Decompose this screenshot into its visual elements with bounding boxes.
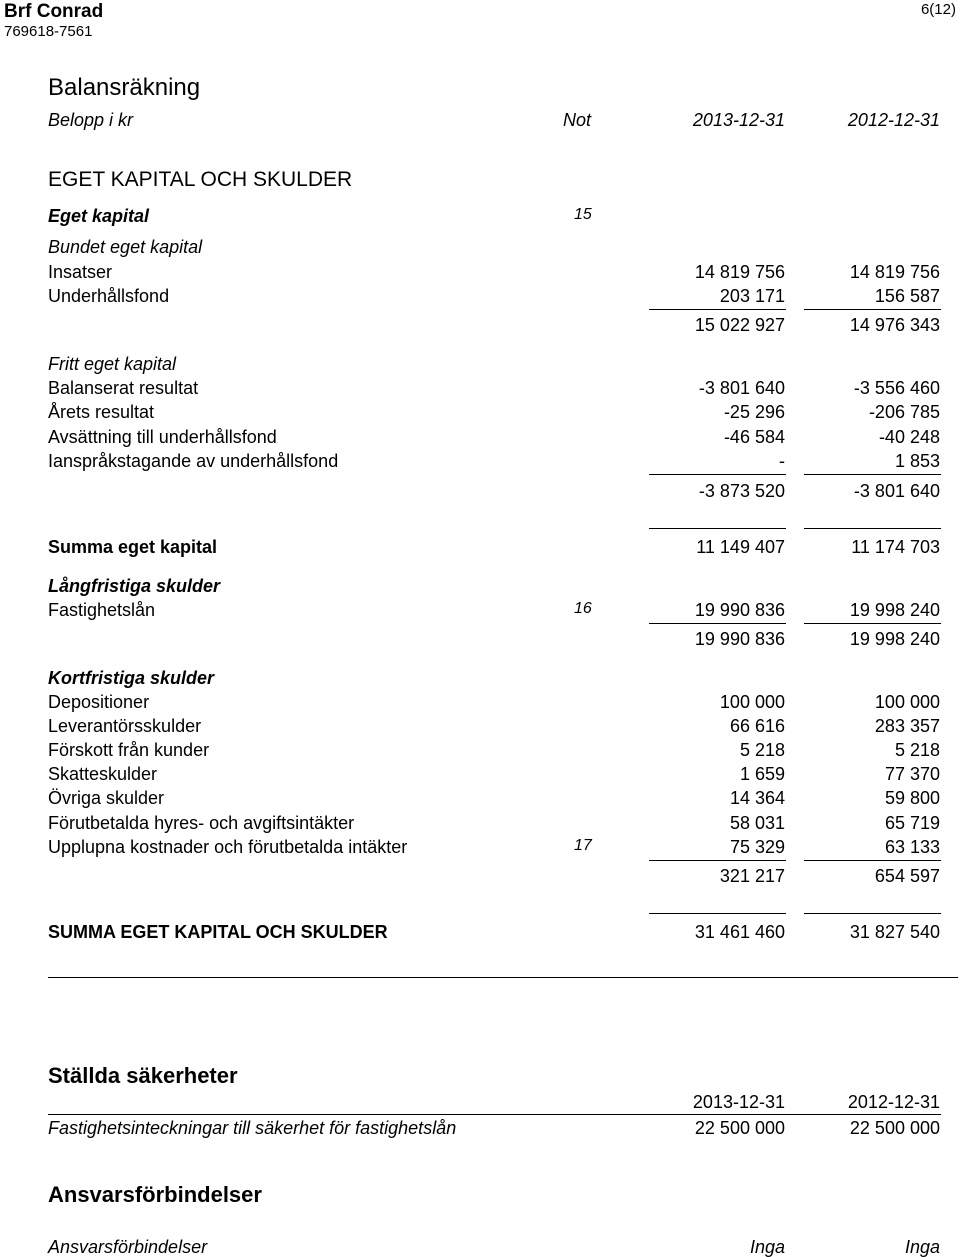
sum-rule <box>804 474 941 475</box>
value-2012: 283 357 <box>874 716 940 736</box>
bundet-eget-kapital-heading: Bundet eget kapital <box>48 237 203 257</box>
stallda-sakerheter-title: Ställda säkerheter <box>48 1063 238 1088</box>
value-2012: 65 719 <box>884 813 940 833</box>
value-2012: 19 998 240 <box>849 600 940 620</box>
value-2013: 22 500 000 <box>694 1118 785 1138</box>
row-label: Leverantörsskulder <box>48 716 202 736</box>
value-2013: - <box>779 451 785 471</box>
subtotal-2012: -3 801 640 <box>853 481 940 501</box>
row-label: Övriga skulder <box>48 788 165 808</box>
total-2013: 31 461 460 <box>694 922 785 942</box>
value-2012: 22 500 000 <box>849 1118 940 1138</box>
page-number: 6(12) <box>920 1 956 18</box>
section-divider <box>48 977 958 978</box>
value-2013: 203 171 <box>719 286 785 306</box>
row-label: Fastighetsinteckningar till säkerhet för fastighetslån <box>48 1118 457 1138</box>
value-2013: 19 990 836 <box>694 600 785 620</box>
value-2012: 14 819 756 <box>849 262 940 282</box>
eget-kapital-heading: Eget kapital <box>48 206 150 226</box>
sum-rule <box>804 623 941 624</box>
row-label: Fastighetslån <box>48 600 156 620</box>
sum-rule <box>649 474 786 475</box>
note-reference: 16 <box>574 600 592 617</box>
sum-rule <box>649 528 786 529</box>
value-2013: 1 659 <box>739 764 785 784</box>
value-2012: -40 248 <box>878 427 940 447</box>
row-label: Ansvarsförbindelser <box>48 1237 208 1257</box>
value-2012: -206 785 <box>868 402 940 422</box>
value-2012: Inga <box>904 1237 940 1257</box>
note-reference: 17 <box>574 837 592 854</box>
row-label: Ianspråkstagande av underhållsfond <box>48 451 339 471</box>
row-label: Summa eget kapital <box>48 537 218 557</box>
total-2012: 31 827 540 <box>849 922 940 942</box>
sum-rule <box>804 528 941 529</box>
row-label: Avsättning till underhållsfond <box>48 427 277 447</box>
value-2013: Inga <box>749 1237 785 1257</box>
sum-rule <box>649 913 786 914</box>
sum-rule <box>804 309 941 310</box>
row-label: Underhållsfond <box>48 286 170 306</box>
subtotal-2013: 15 022 927 <box>694 315 785 335</box>
row-label: SUMMA EGET KAPITAL OCH SKULDER <box>48 922 388 942</box>
sum-rule <box>804 860 941 861</box>
total-2012: 11 174 703 <box>851 537 940 557</box>
value-2012: 100 000 <box>874 692 940 712</box>
sum-rule <box>649 623 786 624</box>
amount-unit-label: Belopp i kr <box>48 110 134 130</box>
header-rule <box>48 1114 941 1115</box>
value-2012: -3 556 460 <box>853 378 940 398</box>
subtotal-2013: 19 990 836 <box>694 629 785 649</box>
value-2013: -3 801 640 <box>698 378 785 398</box>
value-2013: 75 329 <box>729 837 785 857</box>
value-2012: 59 800 <box>884 788 940 808</box>
year-2012-column-header: 2012-12-31 <box>847 110 940 130</box>
value-2013: -25 296 <box>723 402 785 422</box>
value-2013: 100 000 <box>719 692 785 712</box>
row-label: Årets resultat <box>48 402 155 422</box>
company-name: Brf Conrad <box>4 1 104 22</box>
row-label: Förutbetalda hyres- och avgiftsintäkter <box>48 813 355 833</box>
subtotal-2013: 321 217 <box>719 866 785 886</box>
row-label: Förskott från kunder <box>48 740 210 760</box>
value-2013: 66 616 <box>729 716 785 736</box>
org-number: 769618-7561 <box>4 23 93 40</box>
value-2013: -46 584 <box>723 427 785 447</box>
row-label: Skatteskulder <box>48 764 158 784</box>
row-label: Balanserat resultat <box>48 378 199 398</box>
year-2013-column-header: 2013-12-31 <box>692 110 785 130</box>
row-label: Upplupna kostnader och förutbetalda intäkter <box>48 837 408 857</box>
kortfristiga-skulder-heading: Kortfristiga skulder <box>48 668 215 688</box>
subtotal-2012: 14 976 343 <box>849 315 940 335</box>
sum-rule <box>649 860 786 861</box>
sum-rule <box>804 913 941 914</box>
note-reference: 15 <box>574 206 592 223</box>
value-2012: 1 853 <box>894 451 940 471</box>
year-2012-column-header: 2012-12-31 <box>847 1092 940 1112</box>
page-title: Balansräkning <box>48 74 201 101</box>
value-2013: 5 218 <box>739 740 785 760</box>
row-label: Depositioner <box>48 692 150 712</box>
value-2013: 58 031 <box>729 813 785 833</box>
fritt-eget-kapital-heading: Fritt eget kapital <box>48 354 177 374</box>
langfristiga-skulder-heading: Långfristiga skulder <box>48 576 221 596</box>
subtotal-2012: 654 597 <box>874 866 940 886</box>
value-2012: 63 133 <box>884 837 940 857</box>
value-2012: 156 587 <box>874 286 940 306</box>
value-2012: 5 218 <box>894 740 940 760</box>
value-2012: 77 370 <box>884 764 940 784</box>
row-label: Insatser <box>48 262 113 282</box>
total-2013: 11 149 407 <box>696 537 785 557</box>
note-column-header: Not <box>563 110 592 130</box>
ansvarsforbindelser-title: Ansvarsförbindelser <box>48 1182 262 1207</box>
subtotal-2013: -3 873 520 <box>698 481 785 501</box>
value-2013: 14 364 <box>729 788 785 808</box>
section-title: EGET KAPITAL OCH SKULDER <box>48 168 353 191</box>
value-2013: 14 819 756 <box>694 262 785 282</box>
sum-rule <box>649 309 786 310</box>
subtotal-2012: 19 998 240 <box>849 629 940 649</box>
year-2013-column-header: 2013-12-31 <box>692 1092 785 1112</box>
